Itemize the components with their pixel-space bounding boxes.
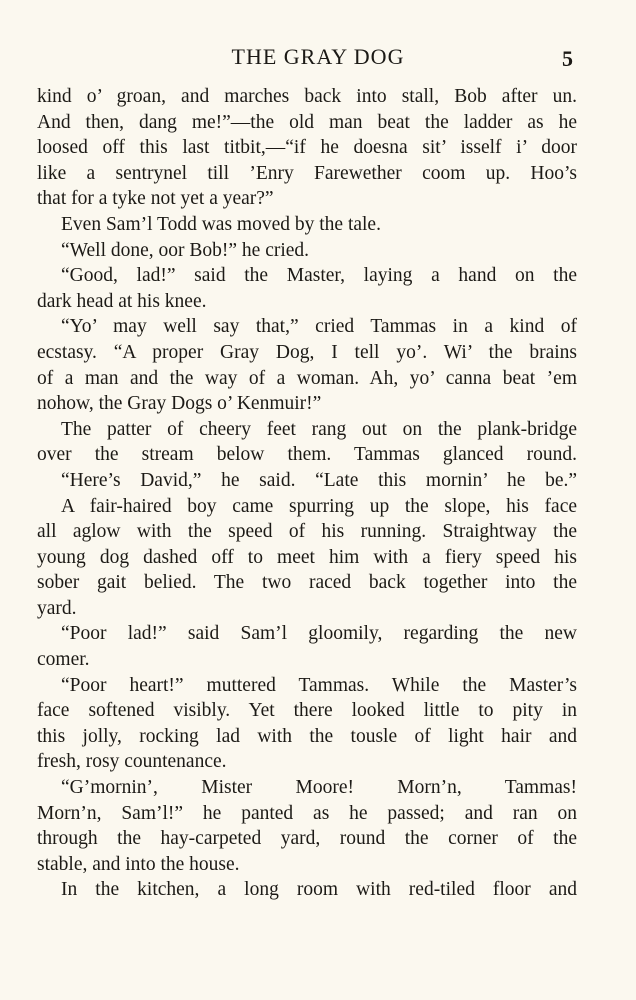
text-line: of a man and the way of a woman. Ah, yo’ canna beat ’em — [37, 367, 577, 389]
text-line: fresh, rosy countenance. — [37, 751, 227, 773]
text-line: like a sentrynel till ’Enry Farewether coom up. Hoo’s — [37, 162, 577, 184]
text-line: “Here’s David,” he said. “Late this mornin’ he be.” — [61, 469, 577, 491]
text-line: all aglow with the speed of his running. Straightway the — [37, 521, 577, 543]
text-line: “Yo’ may well say that,” cried Tammas in a kind of — [61, 316, 577, 338]
text-line: young dog dashed off to meet him with a fiery speed his — [37, 546, 577, 568]
text-line: this jolly, rocking lad with the tousle of light hair and — [37, 725, 577, 747]
text-line: dark head at his knee. — [37, 290, 207, 312]
text-line: ecstasy. “A proper Gray Dog, I tell yo’. Wi’ the brains — [37, 341, 577, 363]
text-line: Even Sam’l Todd was moved by the tale. — [61, 213, 381, 235]
text-line: The patter of cheery feet rang out on the plank-bridge — [61, 418, 577, 440]
text-line: face softened visibly. Yet there looked little to pity in — [37, 700, 577, 722]
page-title: THE GRAY DOG — [231, 44, 405, 69]
text-line: sober gait belied. The two raced back together into the — [37, 572, 577, 594]
text-line: A fair-haired boy came spurring up the slope, his face — [61, 495, 577, 517]
text-line: Morn’n, Sam’l!” he panted as he passed; and ran on — [37, 802, 577, 824]
text-line: In the kitchen, a long room with red-tiled floor and — [61, 879, 577, 901]
text-line: stable, and into the house. — [37, 853, 240, 875]
text-line: And then, dang me!”—the old man beat the ladder as he — [37, 111, 577, 133]
text-line: “Good, lad!” said the Master, laying a hand on the — [61, 265, 577, 287]
text-line: “Poor heart!” muttered Tammas. While the Master’s — [61, 674, 577, 696]
text-line: that for a tyke not yet a year?” — [37, 188, 274, 210]
body-text — [37, 84, 577, 903]
text-line: over the stream below them. Tammas glanced round. — [37, 444, 577, 466]
text-line: “Poor lad!” said Sam’l gloomily, regarding the new — [61, 623, 577, 645]
text-line: comer. — [37, 649, 90, 671]
text-line: “G’mornin’, Mister Moore! Morn’n, Tammas! — [61, 777, 577, 799]
text-line: “Well done, oor Bob!” he cried. — [61, 239, 310, 261]
text-line: loosed off this last titbit,—“if he doesna sit’ isself i’ door — [37, 137, 577, 159]
text-line: through the hay-carpeted yard, round the corner of the — [37, 828, 577, 850]
running-head — [0, 44, 636, 74]
page-number: 5 — [562, 46, 573, 71]
text-line: nohow, the Gray Dogs o’ Kenmuir!” — [37, 393, 322, 415]
text-line: kind o’ groan, and marches back into stall, Bob after un. — [37, 86, 577, 107]
text-line: yard. — [37, 597, 77, 619]
